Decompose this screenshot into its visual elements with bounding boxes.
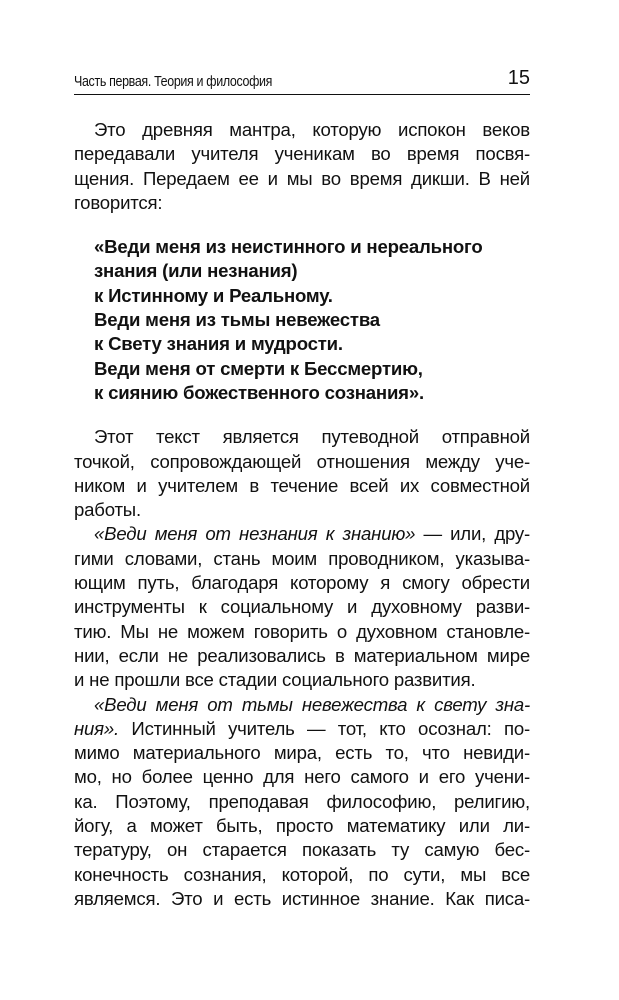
italic-quote: ния». — [74, 717, 120, 739]
paragraph-ignorance-to-knowledge — [74, 522, 530, 692]
text-line: мимо материального мира, есть то, что невиди- — [74, 742, 530, 764]
text-line: конечность сознания, которой, по сути, мы все — [74, 863, 530, 885]
quote-line: знания (или незнания) — [94, 260, 298, 282]
paragraph-guiding-text — [74, 425, 530, 522]
page-body — [74, 118, 530, 911]
text-line: ником и учителем в течение всей их совместной — [74, 474, 530, 496]
text-line: йогу, а может быть, просто математику или ли- — [74, 815, 530, 837]
paragraph-darkness-to-light — [74, 693, 530, 912]
text-line — [74, 522, 530, 546]
text-line: Этот текст является путеводной отправной — [94, 426, 530, 448]
mantra-quote — [74, 235, 530, 405]
text-line: точкой, сопровождающей отношения между уче- — [74, 450, 530, 472]
text-line: ющим путь, благодаря которому я смогу обрести — [74, 572, 530, 594]
quote-line: «Веди меня из неистинного и нереального — [94, 236, 483, 258]
quote-line: Веди меня из тьмы невежества — [94, 309, 380, 331]
quote-line: к сиянию божественного сознания». — [94, 381, 424, 403]
text-line: тию. Мы не можем говорить о духовном становле- — [74, 620, 530, 642]
text-line: Это древняя мантра, которую испокон веков — [94, 119, 530, 140]
chapter-title: Часть первая. Теория и философия — [74, 74, 273, 90]
text-line: ка. Поэтому, преподавая философию, религию, — [74, 790, 530, 812]
text-line: передавали учителя ученикам во время посвя- — [74, 143, 530, 165]
text-fragment: Истинный учитель — тот, кто осознал: по- — [119, 717, 530, 739]
running-header — [74, 66, 530, 95]
text-line: и не прошли все стадии социального развития. — [74, 669, 476, 691]
text-line: являемся. Это и есть истинное знание. Как писа- — [74, 887, 530, 909]
text-line: говорится: — [74, 191, 163, 213]
text-line: гими словами, стань моим проводником, указыва- — [74, 547, 530, 569]
text-line: щения. Передаем ее и мы во время дикши. В ней — [74, 167, 530, 189]
text-line: «Веди меня от тьмы невежества к свету зна- — [94, 693, 530, 715]
quote-line: Веди меня от смерти к Бессмертию, — [94, 357, 423, 379]
page-number: 15 — [507, 67, 530, 89]
text-line — [74, 717, 530, 741]
text-fragment: — или, дру- — [415, 523, 531, 545]
quote-line: к Свету знания и мудрости. — [94, 333, 343, 355]
text-line: работы. — [74, 499, 141, 521]
text-line: мо, но более ценно для него самого и его учени- — [74, 766, 530, 788]
italic-quote: «Веди меня от незнания к знанию» — [94, 523, 416, 545]
paragraph-mantra-intro — [74, 118, 530, 215]
text-line: инструменты к социальному и духовному разви- — [74, 596, 530, 618]
quote-line: к Истинному и Реальному. — [94, 284, 333, 306]
text-line: тературу, он старается показать ту самую бес- — [74, 839, 530, 861]
text-line: нии, если не реализовались в материальном мире — [74, 644, 530, 666]
